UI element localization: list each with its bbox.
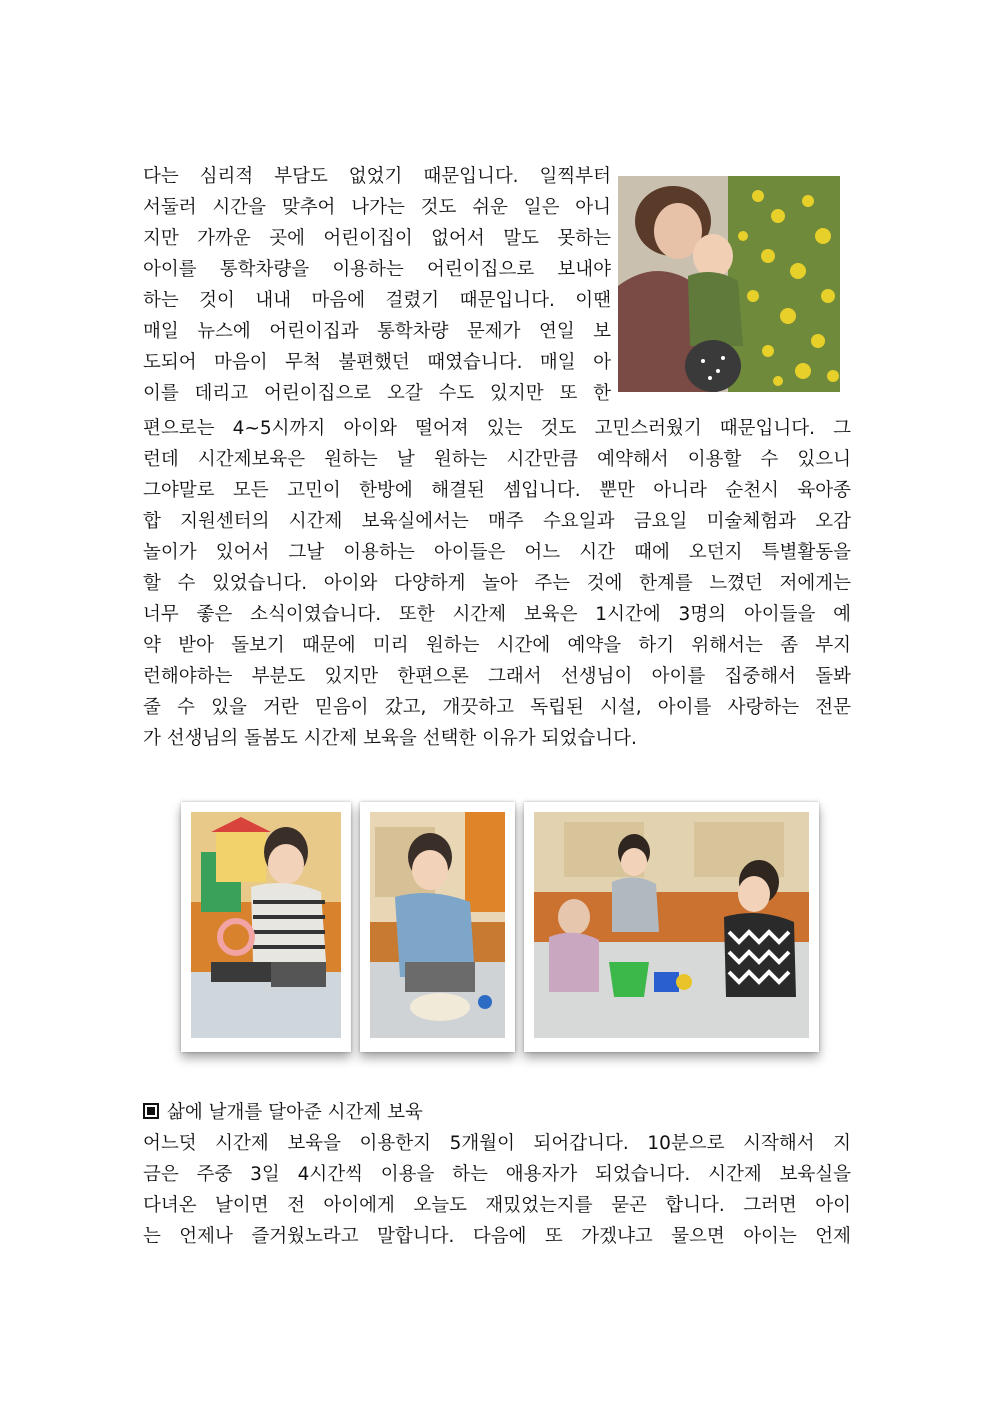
section-heading	[143, 1097, 423, 1128]
photo-frame-2	[360, 802, 515, 1052]
paragraph-line: 다는 심리적 부담도 없었기 때문입니다. 일찍부터	[143, 166, 611, 187]
paragraph-line: 약 받아 돌보기 때문에 미리 원하는 시간에 예약을 하기 위해서는 좀 부지	[143, 635, 851, 656]
photo-frame-1	[181, 802, 351, 1052]
paragraph-line: 줄 수 있을 거란 믿음이 갔고, 개끗하고 독립된 시설, 아이를 사랑하는 전문	[143, 697, 851, 718]
paragraph-line: 편으로는 4~5시까지 아이와 떨어져 있는 것도 고민스러웠기 때문입니다. 그	[143, 418, 851, 439]
photo-frame-3	[524, 802, 819, 1052]
paragraph-line: 너무 좋은 소식이였습니다. 또한 시간제 보육은 1시간에 3명의 아이들을 예	[143, 604, 851, 625]
paragraph-line: 지만 가까운 곳에 어린이집이 없어서 말도 못하는	[143, 228, 611, 249]
paragraph-line: 놀이가 있어서 그날 이용하는 아이들은 어느 시간 때에 오던지 특별활동을	[143, 542, 851, 563]
section-heading-text: 삶에 날개를 달아준 시간제 보육	[167, 1102, 423, 1123]
square-bullet-icon	[143, 1103, 159, 1119]
paragraph-line: 는 언제나 즐거웠노라고 말합니다. 다음에 또 가겠냐고 물으면 아이는 언제	[143, 1226, 851, 1247]
paragraph-line: 다녀온 날이면 전 아이에게 오늘도 재밌었는지를 묻곤 합니다. 그러면 아이	[143, 1195, 851, 1216]
paragraph-line: 서둘러 시간을 맞추어 나가는 것도 쉬운 일은 아니	[143, 197, 611, 218]
photo-child-ring	[191, 812, 341, 1038]
paragraph-line: 금은 주중 3일 4시간씩 이용을 하는 애용자가 되었습니다. 시간제 보육실을	[143, 1164, 851, 1185]
paragraph-line: 매일 뉴스에 어린이집과 통학차량 문제가 연일 보	[143, 321, 611, 342]
photo-children-sand	[534, 812, 809, 1038]
paragraph-line: 도되어 마음이 무척 불편했던 때였습니다. 매일 아	[143, 352, 611, 373]
paragraph-line: 합 지원센터의 시간제 보육실에서는 매주 수요일과 금요일 미술체험과 오감	[143, 511, 851, 532]
paragraph-line: 어느덧 시간제 보육을 이용한지 5개월이 되어갑니다. 10분으로 시작해서 지	[143, 1133, 851, 1154]
paragraph-line: 할 수 있었습니다. 아이와 다양하게 놀아 주는 것에 한계를 느꼈던 저에게는	[143, 573, 851, 594]
paragraph-line: 런해야하는 부분도 있지만 한편으론 그래서 선생님이 아이를 집중해서 돌봐	[143, 666, 851, 687]
paragraph-line: 런데 시간제보육은 원하는 날 원하는 시간만큼 예약해서 이용할 수 있으니	[143, 449, 851, 470]
photo-child-dough	[370, 812, 505, 1038]
photo-forsythia	[618, 176, 840, 392]
paragraph-line: 가 선생님의 돌봄도 시간제 보육을 선택한 이유가 되었습니다.	[143, 728, 637, 749]
paragraph-line: 하는 것이 내내 마음에 걸렸기 때문입니다. 이땐	[143, 290, 611, 311]
paragraph-line: 그야말로 모든 고민이 한방에 해결된 셈입니다. 뿐만 아니라 순천시 육아종	[143, 480, 851, 501]
paragraph-line: 아이를 통학차량을 이용하는 어린이집으로 보내야	[143, 259, 611, 280]
paragraph-line: 이를 데리고 어린이집으로 오갈 수도 있지만 또 한	[143, 383, 611, 404]
